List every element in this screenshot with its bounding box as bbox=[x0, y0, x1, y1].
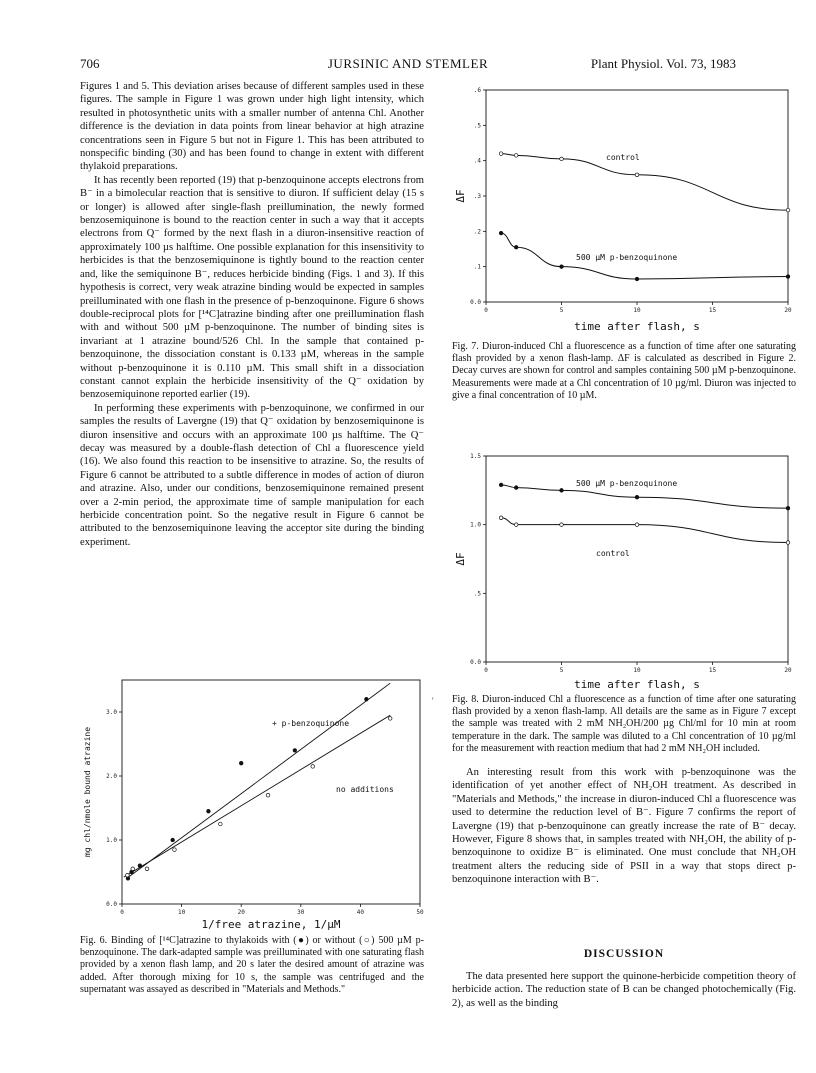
y-tick-label: 0.0 bbox=[470, 659, 481, 666]
figure-8-chart bbox=[452, 448, 796, 692]
y-tick-label: 3.0 bbox=[106, 709, 117, 716]
data-point-500-m-p-benzoquinone bbox=[560, 265, 564, 269]
data-point-500-m-p-benzoquinone bbox=[786, 506, 790, 510]
left-column-text bbox=[80, 80, 424, 549]
data-point-500-m-p-benzoquinone bbox=[499, 231, 503, 235]
series-label--p-benzoquinone: + p-benzoquinone bbox=[272, 719, 350, 728]
data-point-500-m-p-benzoquinone bbox=[560, 489, 564, 493]
y-axis-label: mg chl/nmole bound atrazine bbox=[83, 726, 92, 858]
paragraph: An interesting result from this work with p-benzoquinone was the identification of yet another effect of NH₂OH treatment. As described in "Materials and Methods," the increase in diuron-induced Chl a fluorescence was used to determine the reduction level of B⁻. Figure 7 confirms the report of Lavergne (19) that p-benzoquinone can greatly increase the rate of B⁻ decay. However, Figure 8 shows that, in samples treated with NH₂OH, the ability of p-benzoquinone to oxidize B⁻ is eliminated. One must conclude that NH₂OH treatment alters the reducing side of PSII in a way that stops direct p-benzoquinone interaction with B⁻. bbox=[452, 767, 796, 886]
data-point-no-additions bbox=[266, 793, 270, 797]
series-label-control: control bbox=[606, 153, 640, 162]
fit-line-no-additions bbox=[124, 715, 390, 877]
data-point-500-m-p-benzoquinone bbox=[514, 486, 518, 490]
x-tick-label: 15 bbox=[708, 667, 717, 674]
x-tick-label: 10 bbox=[177, 909, 186, 916]
series-label-no-additions: no additions bbox=[336, 785, 394, 794]
paragraph: In performing these experiments with p-benzoquinone, we confirmed in our samples the results of Lavergne (19) that Q⁻ oxidation by benzosemiquinone is diuron insensitive and occurs with an approximate 100 µs halftime. The Q⁻ decay was measured by a double-flash detection of Chl a fluorescence yield (16). We also found this reaction to be insensitive to atrazine. So, the results of Figure 6 cannot be attributed to a subtle difference in modes of action of diuron and atrazine. Also, under our conditions, benzosemiquinone remained present over a 2-min period, the approximate time of sample manipulation for each herbicide concentration point. So the negative result in Figure 6 cannot be attributed to the benzosemiquinone leaving the acceptor site during the binding experiment. bbox=[80, 402, 424, 548]
y-tick-label: .2 bbox=[473, 228, 481, 236]
discussion-text bbox=[452, 970, 796, 1010]
data-point-no-additions bbox=[126, 873, 130, 877]
data-point-no-additions bbox=[311, 765, 315, 769]
data-point-control bbox=[499, 152, 503, 156]
y-tick-label: .5 bbox=[473, 590, 481, 598]
data-point-control bbox=[786, 541, 790, 545]
figure-7-chart bbox=[452, 80, 796, 340]
data-point-control bbox=[560, 157, 564, 161]
data-point-control bbox=[560, 523, 564, 527]
y-tick-label: 2.0 bbox=[106, 773, 117, 780]
discussion-heading: DISCUSSION bbox=[583, 948, 665, 960]
x-tick-label: 20 bbox=[237, 909, 245, 916]
x-tick-label: 15 bbox=[708, 307, 717, 314]
x-tick-label: 0 bbox=[120, 909, 124, 916]
x-axis-label: 1/free atrazine, 1/µM bbox=[201, 918, 341, 931]
data-point-control bbox=[514, 523, 518, 527]
data-point-500-m-p-benzoquinone bbox=[635, 495, 639, 499]
x-axis-label: time after flash, s bbox=[574, 678, 700, 691]
series-line-control bbox=[501, 154, 788, 211]
data-point-500-m-p-benzoquinone bbox=[499, 483, 503, 487]
margin-mark: ' bbox=[432, 696, 434, 706]
y-tick-label: .4 bbox=[473, 157, 481, 165]
series-label-500-m-p-benzoquinone: 500 µM p-benzoquinone bbox=[576, 479, 678, 488]
figure-6-chart bbox=[80, 672, 424, 934]
running-authors: JURSINIC AND STEMLER bbox=[327, 56, 489, 71]
data-point-control bbox=[514, 154, 518, 158]
figure-8-caption: Fig. 8. Diuron-induced Chl a fluorescence as a function of time after one saturating flash provided by a xenon flash-lamp. All details are the same as in Figure 7 except the sample was treated with 2 mM NH₂OH/200 µg Chl/ml for 10 min at room temperature in the dark. The sample was diluted to a Chl concentration of 10 µg/ml for the measurement with reaction medium that had 2 mM NH₂OH included. bbox=[452, 694, 796, 754]
data-point-no-additions bbox=[131, 867, 135, 871]
data-point--p-benzoquinone bbox=[207, 809, 211, 813]
x-tick-label: 40 bbox=[356, 909, 365, 916]
data-point-500-m-p-benzoquinone bbox=[635, 277, 639, 281]
y-axis-label: ΔF bbox=[454, 189, 467, 203]
data-point-control bbox=[499, 516, 503, 520]
paragraph: It has recently been reported (19) that p-benzoquinone accepts electrons from B⁻ in a bimolecular reaction that is sensitive to diuron. If sufficient delay (15 s or longer) is allowed after single-flash preillumination, the newly formed benzosemiquinone is bound to the reaction center in such a way that it accepts electrons from Q⁻ formed by the next flash in a diuron-insensitive reaction of approximately 100 µs halftime. One possible explanation for this insensitivity to herbicides is that the benzosemiquinone is tightly bound to the reaction center and, like the semiquinone B⁻, reduces herbicide binding (Figs. 1 and 3). If this hypothesis is correct, very weak atrazine binding would be expected in samples preilluminated with one flash in the presence of p-benzoquinone. Figure 6 shows double-reciprocal plots for [¹⁴C]atrazine binding after one preillumination flash with and without 500 µM p-benzoquinone. The number of binding sites is invariant at 1 atrazine bound/526 Chl. In the sample that contained p-benzoquinone, the dissociation constant is 0.133 µM, whereas in the sample without p-benzoquinone it is 0.110 µM. This small shift in a dissociation constant cannot explain the herbicide insensitivity of the Q⁻ oxidation by benzosemiquinone reported earlier (19). bbox=[80, 174, 424, 401]
data-point--p-benzoquinone bbox=[365, 697, 369, 701]
paragraph: Figures 1 and 5. This deviation arises because of different samples used in these figures. The sample in Figure 1 was grown under high light intensity, which resulted in photosynthetic units with a smaller number of antenna Chl. Another difference is the deviation in data points from linear behavior at high atrazine concentrations seen in Figure 5 but not in Figure 1. This has been attributed to nonspecific binding (30) and has been found to change in extent with different thylakoid preparations. bbox=[80, 81, 424, 173]
x-tick-label: 0 bbox=[484, 667, 488, 674]
paragraph: The data presented here support the quinone-herbicide competition theory of herbicide action. The reduction state of B can be changed photochemically (Fig. 2), as well as the binding bbox=[452, 971, 796, 1009]
x-tick-label: 50 bbox=[416, 909, 424, 916]
data-point-no-additions bbox=[388, 717, 392, 721]
y-tick-label: .3 bbox=[473, 193, 481, 200]
x-tick-label: 5 bbox=[559, 307, 564, 314]
data-point-no-additions bbox=[219, 822, 223, 826]
data-point-500-m-p-benzoquinone bbox=[514, 245, 518, 249]
x-tick-label: 30 bbox=[297, 909, 305, 916]
data-point-control bbox=[635, 523, 639, 527]
data-point--p-benzoquinone bbox=[171, 838, 175, 842]
journal-citation: Plant Physiol. Vol. 73, 1983 bbox=[590, 56, 736, 71]
series-line-control bbox=[501, 518, 788, 543]
x-tick-label: 20 bbox=[784, 667, 792, 674]
x-tick-label: 10 bbox=[633, 307, 641, 314]
right-column-text bbox=[452, 766, 796, 887]
data-point-no-additions bbox=[145, 867, 149, 871]
series-label-control: control bbox=[596, 549, 630, 558]
series-line-500-m-p-benzoquinone bbox=[501, 485, 788, 508]
page-number: 706 bbox=[80, 56, 100, 71]
x-tick-label: 10 bbox=[633, 667, 641, 674]
y-tick-label: .1 bbox=[473, 263, 481, 271]
x-tick-label: 0 bbox=[484, 307, 488, 314]
y-tick-label: 0.0 bbox=[470, 299, 481, 306]
data-point-no-additions bbox=[173, 848, 177, 852]
series-label-500-m-p-benzoquinone: 500 µM p-benzoquinone bbox=[576, 253, 678, 262]
fit-line--p-benzoquinone bbox=[127, 683, 390, 878]
y-tick-label: 0.0 bbox=[106, 901, 117, 908]
data-point-control bbox=[635, 173, 639, 177]
y-tick-label: .5 bbox=[473, 122, 481, 130]
x-axis-label: time after flash, s bbox=[574, 320, 700, 333]
data-point--p-benzoquinone bbox=[239, 761, 243, 765]
y-tick-label: .6 bbox=[473, 87, 481, 94]
y-axis-label: ΔF bbox=[454, 552, 467, 566]
figure-7-caption: Fig. 7. Diuron-induced Chl a fluorescence as a function of time after one saturating flash provided by a xenon flash-lamp. ΔF is calculated as described in Figure 2. Decay curves are shown for control and samples containing 500 µM p-benzoquinone. Measurements were made at a Chl concentration of 10 µg/ml. Diuron was injected to give a final concentration of 10 µM. bbox=[452, 341, 796, 401]
y-tick-label: 1.5 bbox=[470, 453, 481, 460]
data-point-control bbox=[786, 208, 790, 212]
plot-frame bbox=[486, 90, 788, 302]
x-tick-label: 5 bbox=[559, 667, 564, 674]
y-tick-label: 1.0 bbox=[470, 521, 481, 529]
data-point--p-benzoquinone bbox=[293, 749, 297, 753]
figure-6-caption: Fig. 6. Binding of [¹⁴C]atrazine to thylakoids with (●) or without (○) 500 µM p-benzoquinone. The dark-adapted sample was preilluminated with one saturating flash provided by a xenon flash lamp, and 20 s later the desired amount of atrazine was added. After thorough mixing for 10 s, the sample was centrifuged and the supernatant was assayed as described in "Materials and Methods." bbox=[80, 935, 424, 995]
y-tick-label: 1.0 bbox=[106, 837, 117, 844]
x-tick-label: 20 bbox=[784, 307, 792, 314]
data-point-500-m-p-benzoquinone bbox=[786, 275, 790, 279]
